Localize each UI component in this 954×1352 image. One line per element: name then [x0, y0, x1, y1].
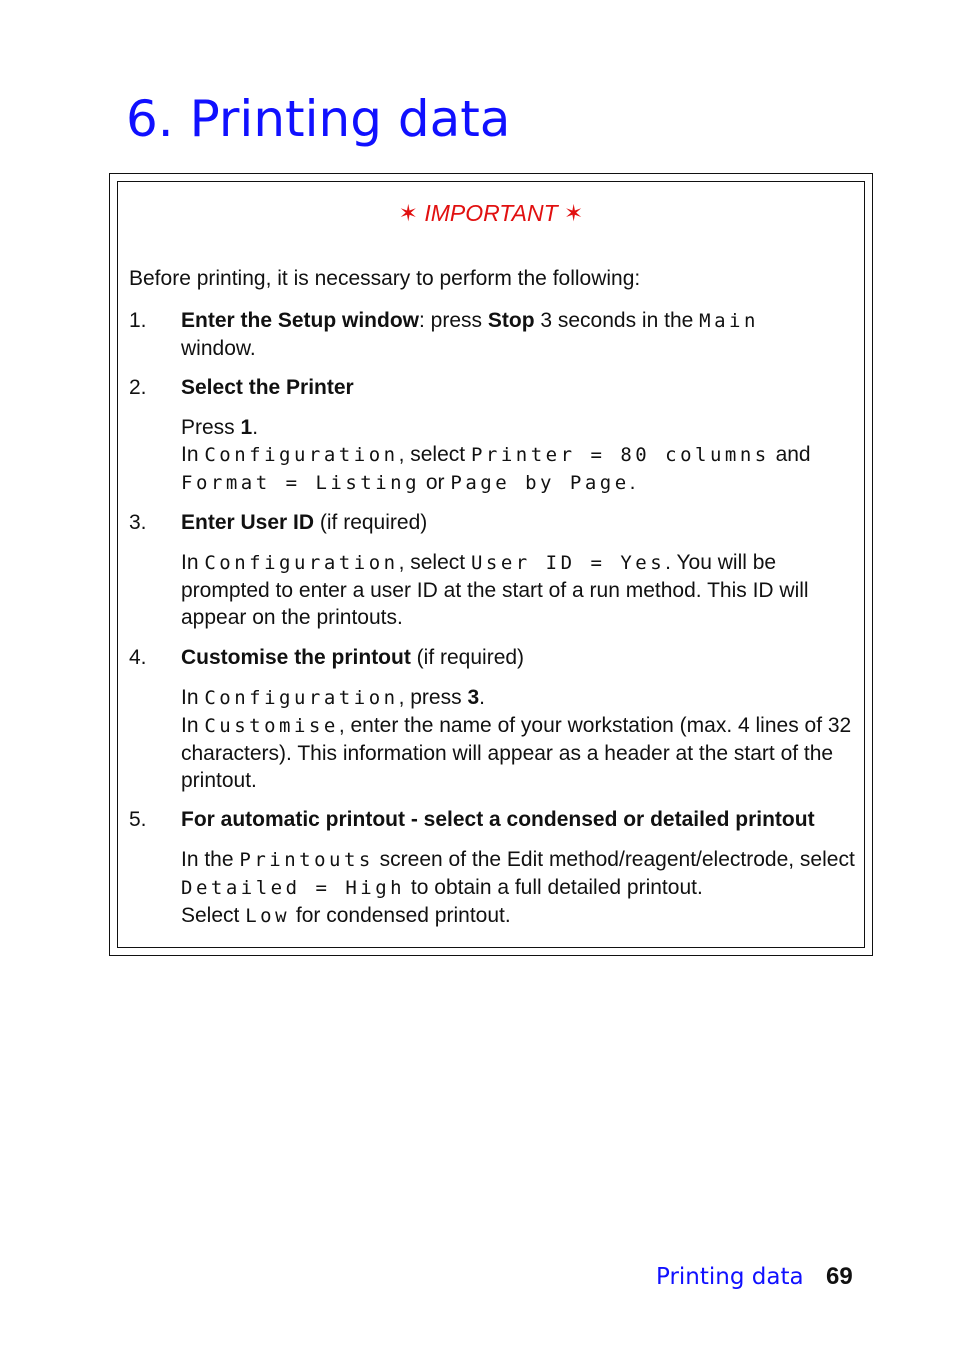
step-number: 1.: [129, 309, 147, 332]
step-text: screen of the Edit method/reagent/electrode, select: [373, 848, 855, 871]
intro-text: Before printing, it is necessary to perform the following:: [129, 267, 641, 290]
step-text: In: [181, 443, 205, 466]
step-text: window.: [181, 337, 256, 360]
step-body: [181, 509, 864, 631]
step-text: Press: [181, 416, 241, 439]
important-heading: ✶ IMPORTANT ✶: [398, 200, 584, 226]
important-notice-inner-frame: [117, 181, 865, 948]
step-text: or: [420, 471, 451, 494]
setting-value: Low: [245, 905, 291, 927]
step-number: 5.: [129, 808, 147, 831]
step-body: [181, 806, 872, 930]
important-notice-box: [109, 173, 873, 956]
step-text: In the: [181, 848, 240, 871]
setting-value: Printer = 80 columns: [470, 444, 770, 466]
step-heading: For automatic printout - select a condensed or detailed printout: [181, 808, 815, 831]
step-body: [181, 374, 864, 497]
step-text: and: [769, 443, 811, 466]
step-heading: Customise the printout: [181, 646, 411, 669]
setting-value: Page by Page: [450, 472, 630, 494]
menu-name: Configuration: [204, 687, 399, 709]
step-heading: Enter User ID: [181, 511, 315, 534]
step-text: , enter the name of your workstation (max. 4 lines of 32 characters). This information will appear as a header at the start of the printout.: [181, 714, 852, 792]
step-text: , select: [398, 443, 471, 466]
page-title: 6. Printing data: [126, 90, 511, 148]
step-text: In: [181, 714, 205, 737]
footer-section-name: Printing data: [656, 1264, 804, 1290]
step-text: . You will be prompted to enter a user ID at the start of a run method. This ID will appear on the printouts.: [181, 551, 809, 629]
step-text: for condensed printout.: [290, 904, 511, 927]
setting-value: Detailed = High: [181, 877, 406, 899]
step-text: In: [181, 551, 205, 574]
step-text: 3 seconds in the: [534, 309, 700, 332]
step-number: 2.: [129, 376, 147, 399]
step-text: , select: [398, 551, 471, 574]
step-heading: Select the Printer: [181, 376, 354, 399]
setting-value: User ID = Yes: [470, 552, 666, 574]
step-number: 4.: [129, 646, 147, 669]
step-qualifier: (if required): [314, 511, 428, 534]
screen-name: Main: [699, 310, 759, 332]
step-text: .: [629, 471, 636, 494]
step-body: [181, 644, 864, 794]
menu-name: Configuration: [204, 552, 399, 574]
page-number: 69: [826, 1263, 853, 1290]
step-text: to obtain a full detailed printout.: [405, 876, 703, 899]
step-qualifier: (if required): [410, 646, 525, 669]
menu-name: Configuration: [204, 444, 399, 466]
step-text: .: [252, 416, 259, 439]
key-name: 3: [467, 686, 480, 709]
step-heading: Enter the Setup window: [181, 309, 420, 332]
menu-name: Customise: [204, 715, 339, 737]
key-name: Stop: [487, 309, 535, 332]
key-name: 1: [240, 416, 253, 439]
step-text: : press: [419, 309, 488, 332]
step-text: , press: [398, 686, 468, 709]
step-body: [181, 307, 864, 362]
step-text: .: [479, 686, 485, 709]
setting-value: Format = Listing: [181, 472, 421, 494]
step-text: Select: [181, 904, 246, 927]
screen-name: Printouts: [239, 849, 374, 871]
step-number: 3.: [129, 511, 147, 534]
step-text: In: [181, 686, 205, 709]
